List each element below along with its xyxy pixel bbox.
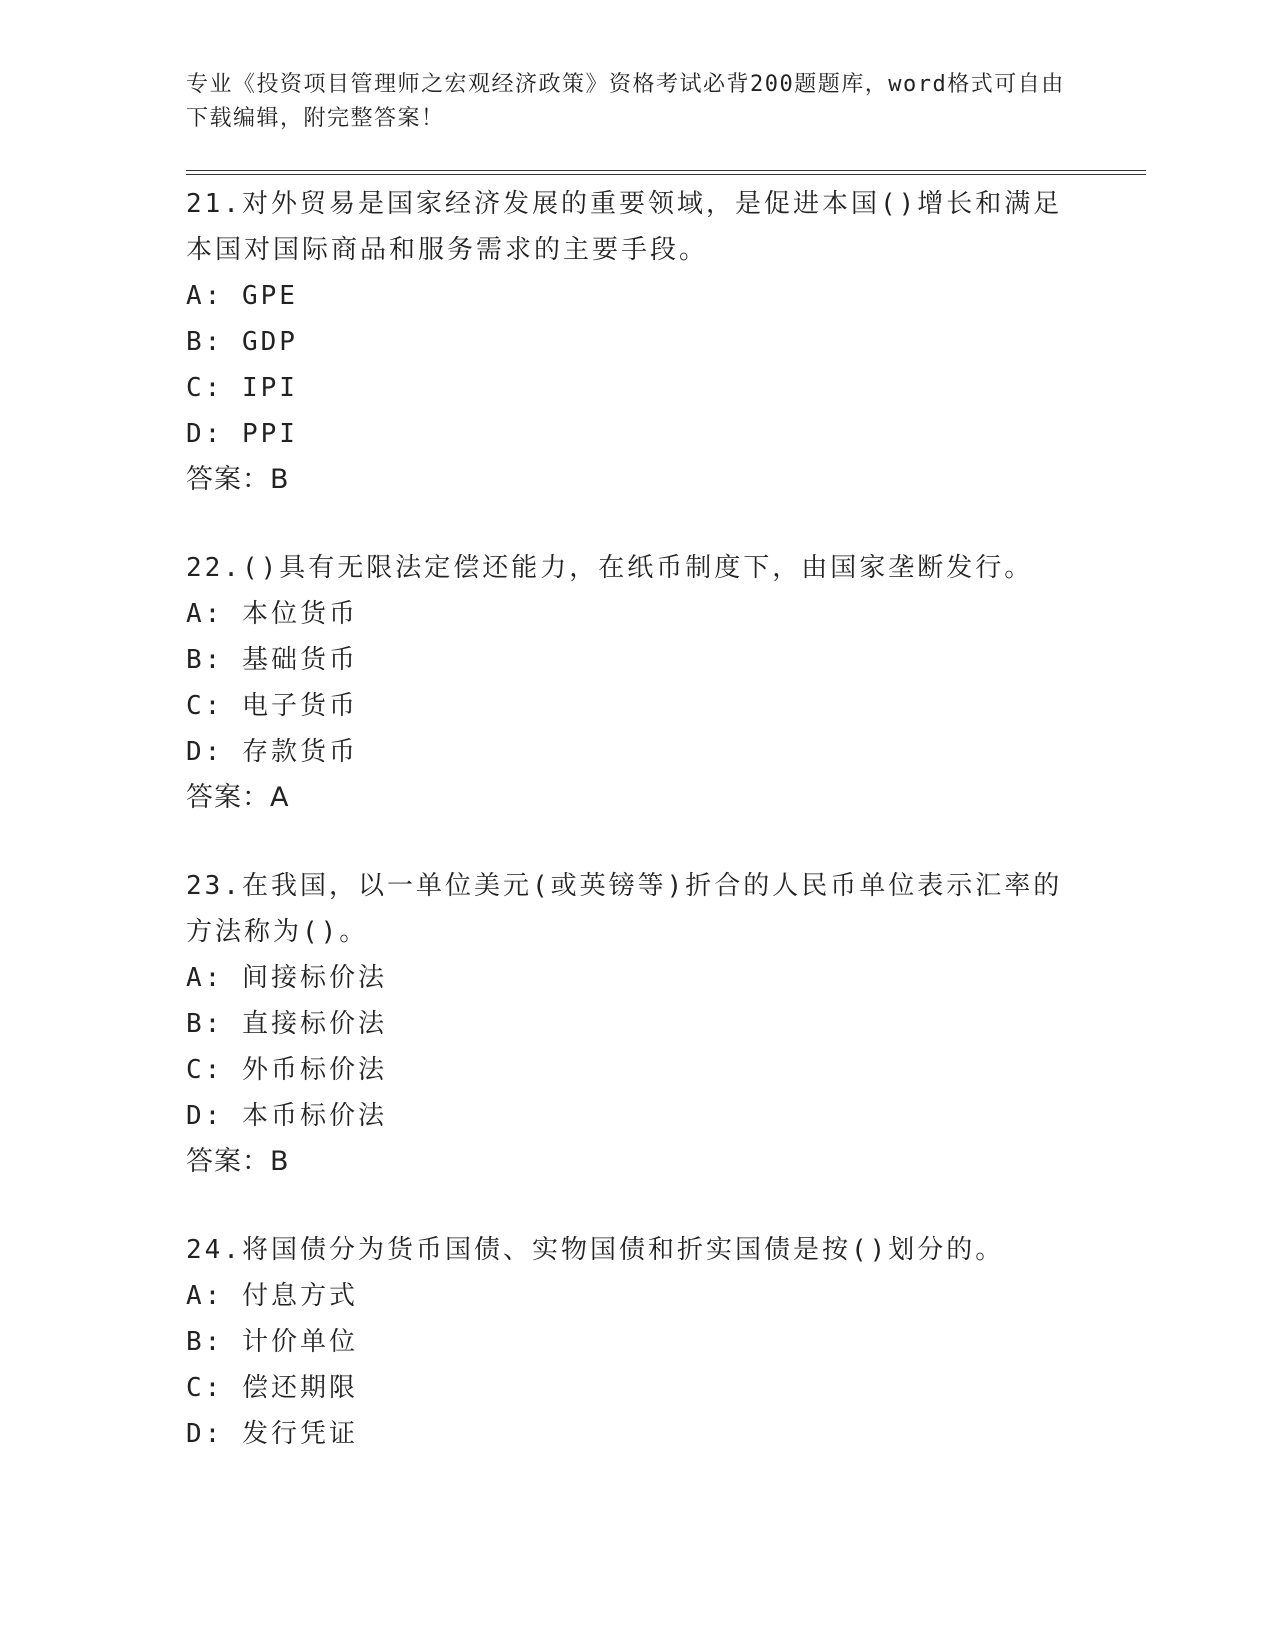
answer: 答案：B	[186, 464, 290, 495]
question-23	[186, 863, 1146, 1185]
option-d: D: 本币标价法	[186, 1101, 387, 1131]
option-d: D: PPI	[186, 419, 298, 449]
question-stem: 24.将国债分为货币国债、实物国债和折实国债是按()划分的。	[186, 1235, 1005, 1265]
question-stem: 21.对外贸易是国家经济发展的重要领域，是促进本国()增长和满足本国对国际商品和服务需求的主要手段。	[186, 189, 1063, 265]
option-a: A: GPE	[186, 281, 298, 311]
option-a: A: 付息方式	[186, 1281, 358, 1311]
option-b: B: 直接标价法	[186, 1009, 387, 1039]
answer: 答案：A	[186, 782, 290, 813]
option-d: D: 存款货币	[186, 737, 358, 767]
question-21	[186, 181, 1146, 503]
option-c: C: 外币标价法	[186, 1055, 387, 1085]
option-b: B: 基础货币	[186, 645, 358, 675]
header-divider	[186, 170, 1146, 175]
question-spacer	[186, 821, 1146, 863]
option-c: C: 电子货币	[186, 691, 358, 721]
option-a: A: 本位货币	[186, 599, 358, 629]
question-stem: 22.()具有无限法定偿还能力，在纸币制度下，由国家垄断发行。	[186, 553, 1034, 583]
answer: 答案：B	[186, 1146, 290, 1177]
option-b: B: GDP	[186, 327, 298, 357]
option-a: A: 间接标价法	[186, 963, 387, 993]
option-d: D: 发行凭证	[186, 1419, 358, 1449]
question-24	[186, 1227, 1146, 1457]
question-stem: 23.在我国，以一单位美元(或英镑等)折合的人民币单位表示汇率的方法称为()。	[186, 871, 1063, 947]
option-c: C: 偿还期限	[186, 1373, 358, 1403]
document-header: 专业《投资项目管理师之宏观经济政策》资格考试必背200题题库，word格式可自由下载编辑，附完整答案！	[186, 72, 1065, 131]
question-spacer	[186, 503, 1146, 545]
option-b: B: 计价单位	[186, 1327, 358, 1357]
document-page	[186, 68, 1146, 1457]
question-spacer	[186, 1185, 1146, 1227]
question-22	[186, 545, 1146, 821]
option-c: C: IPI	[186, 373, 298, 403]
